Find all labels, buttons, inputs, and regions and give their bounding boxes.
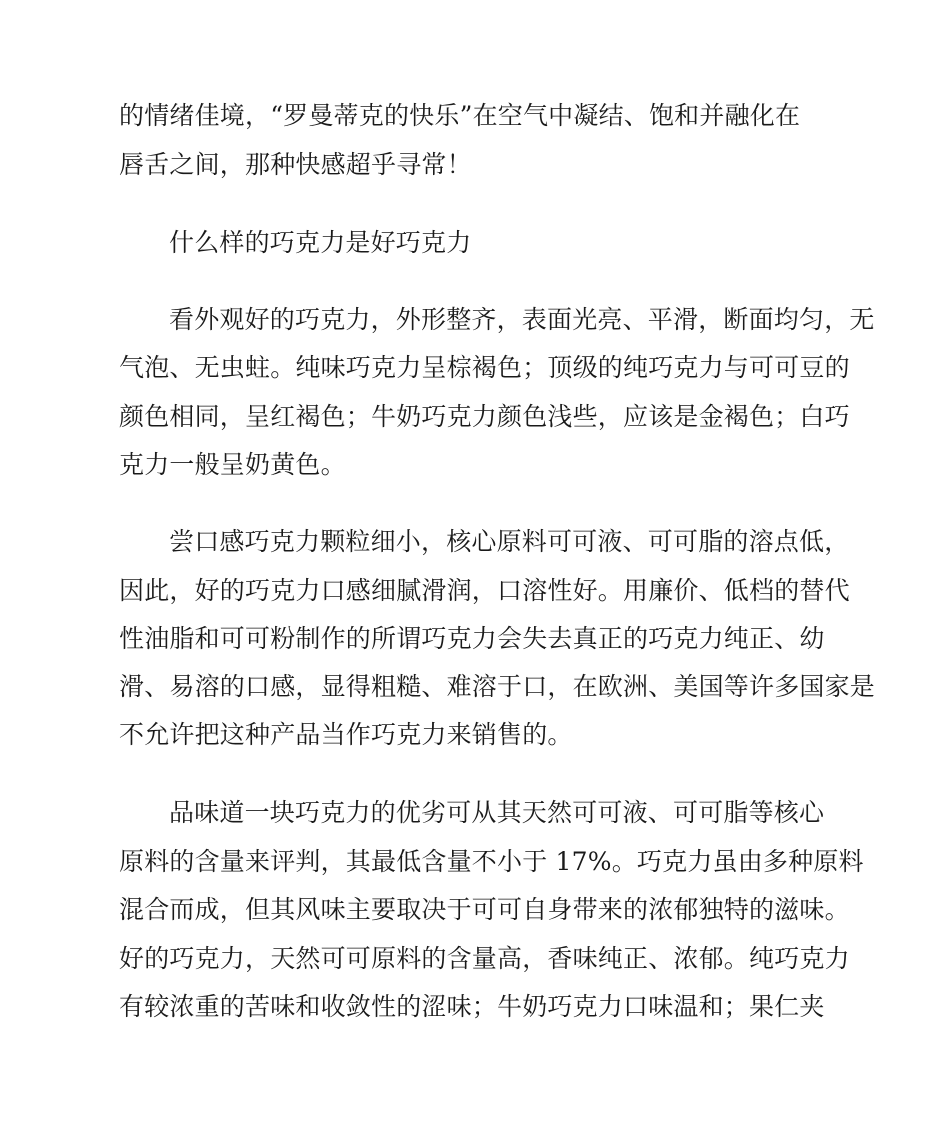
text-line: 有较浓重的苦味和收敛性的涩味；牛奶巧克力口味温和；果仁夹 bbox=[119, 992, 825, 1021]
text-line: 好的巧克力，天然可可原料的含量高，香味纯正、浓郁。纯巧克力 bbox=[119, 944, 850, 973]
text-line: 尝口感巧克力颗粒细小，核心原料可可液、可可脂的溶点低， bbox=[169, 527, 850, 556]
text-line: 混合而成，但其风味主要取决于可可自身带来的浓郁独特的滋味。 bbox=[119, 895, 850, 924]
text-line: 不允许把这种产品当作巧克力来销售的。 bbox=[119, 720, 573, 749]
text-line: 因此，好的巧克力口感细腻滑润，口溶性好。用廉价、低档的替代 bbox=[119, 576, 850, 605]
text-line: 颜色相同，呈红褐色；牛奶巧克力颜色浅些，应该是金褐色；白巧 bbox=[119, 402, 850, 431]
section-heading: 什么样的巧克力是好巧克力 bbox=[169, 228, 472, 257]
text-line: 唇舌之间，那种快感超乎寻常！ bbox=[119, 150, 472, 179]
text-line: 气泡、无虫蛀。纯味巧克力呈棕褐色；顶级的纯巧克力与可可豆的 bbox=[119, 353, 850, 382]
text-line: 克力一般呈奶黄色。 bbox=[119, 450, 346, 479]
text-line: 原料的含量来评判，其最低含量不小于 17%。巧克力虽由多种原料 bbox=[119, 847, 864, 876]
text-line: 品味道一块巧克力的优劣可从其天然可可液、可可脂等核心 bbox=[169, 798, 825, 827]
text-line: 的情绪佳境，“罗曼蒂克的快乐”在空气中凝结、饱和并融化在 bbox=[119, 101, 801, 130]
text-line: 滑、易溶的口感，显得粗糙、难溶于口，在欧洲、美国等许多国家是 bbox=[119, 672, 876, 701]
text-line: 性油脂和可可粉制作的所谓巧克力会失去真正的巧克力纯正、幼 bbox=[119, 624, 825, 653]
text-line: 看外观好的巧克力，外形整齐，表面光亮、平滑，断面均匀，无 bbox=[169, 305, 875, 334]
